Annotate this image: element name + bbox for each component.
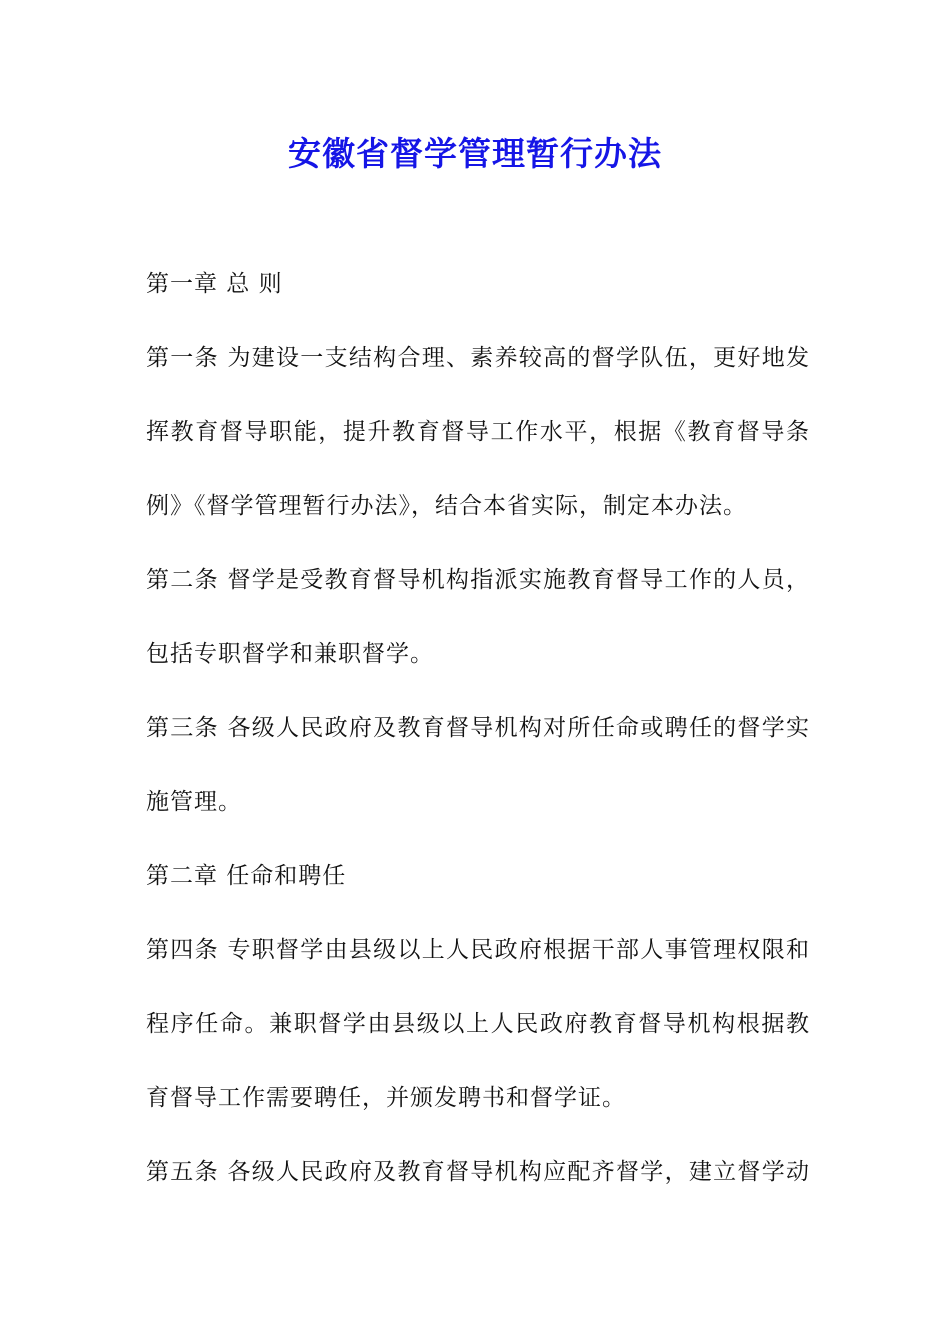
article-3-line-2: 施管理。 [146, 789, 242, 815]
article-1-line-1: 第一条 为建设一支结构合理、素养较高的督学队伍，更好地发 [146, 345, 810, 371]
article-4-line-2: 程序任命。兼职督学由县级以上人民政府教育督导机构根据教 [146, 1011, 810, 1037]
article-1-line-3: 例》《督学管理暂行办法》，结合本省实际，制定本办法。 [146, 493, 747, 519]
article-3-line-1: 第三条 各级人民政府及教育督导机构对所任命或聘任的督学实 [146, 715, 810, 741]
document-body [146, 264, 810, 1226]
article-5-line-1: 第五条 各级人民政府及教育督导机构应配齐督学，建立督学动 [146, 1159, 810, 1185]
chapter-heading-1: 第一章 总 则 [146, 271, 283, 297]
article-4-line-3: 育督导工作需要聘任，并颁发聘书和督学证。 [146, 1085, 626, 1111]
chapter-heading-2: 第二章 任命和聘任 [146, 863, 347, 889]
article-1-line-2: 挥教育督导职能，提升教育督导工作水平，根据《教育督导条 [146, 419, 810, 445]
document-title: 安徽省督学管理暂行办法 [288, 134, 662, 173]
article-2-line-2: 包括专职督学和兼职督学。 [146, 641, 434, 667]
article-2-line-1: 第二条 督学是受教育督导机构指派实施教育督导工作的人员， [146, 567, 810, 593]
article-4-line-1: 第四条 专职督学由县级以上人民政府根据干部人事管理权限和 [146, 937, 810, 963]
